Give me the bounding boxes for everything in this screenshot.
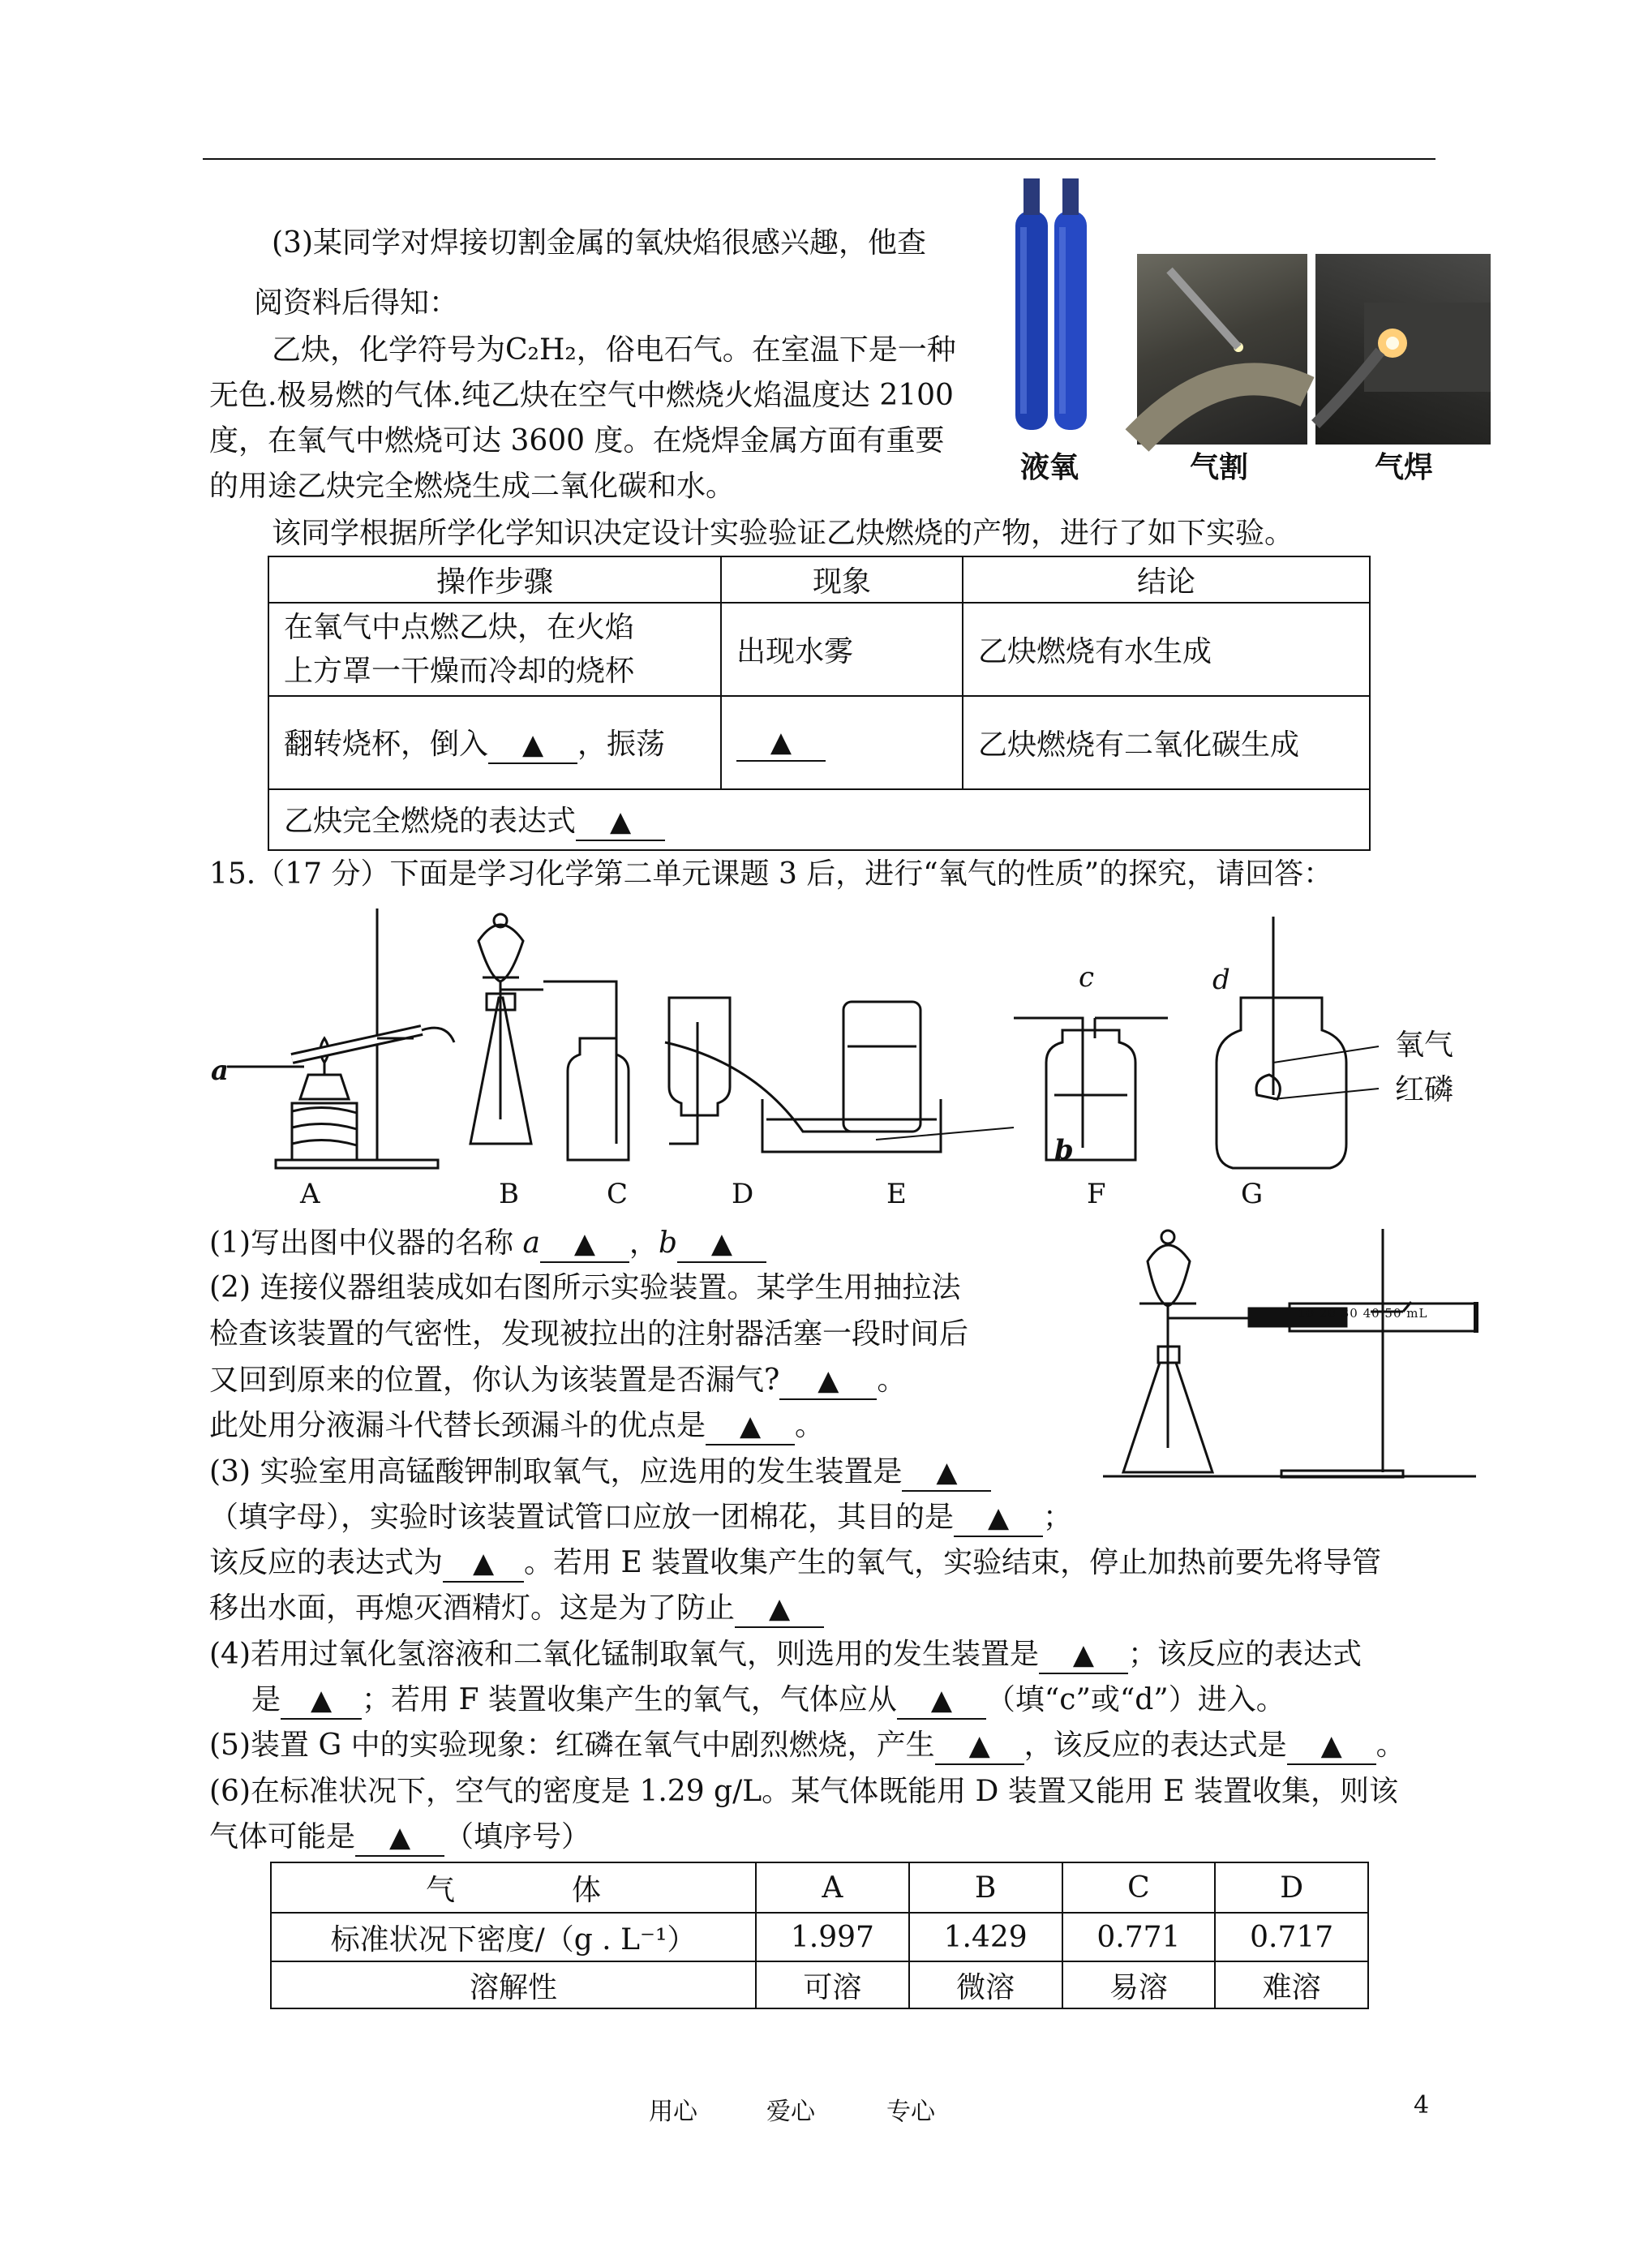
row2-step: 翻转烧杯，倒入 ▲ ，振荡 — [268, 696, 721, 789]
apparatus-b — [470, 914, 543, 1144]
apparatus-f — [1014, 1018, 1168, 1160]
oxygen-cylinders-icon — [1006, 162, 1095, 438]
answer-blank-a[interactable]: ▲ — [540, 1226, 629, 1263]
label-d: d — [1212, 964, 1230, 996]
gas-header-d: D — [1215, 1862, 1368, 1913]
label-a: a — [211, 1055, 230, 1087]
q15-s3-line4: 移出水面，再熄灭酒精灯。这是为了防止 ▲ — [209, 1586, 824, 1631]
answer-blank[interactable]: ▲ — [779, 1363, 877, 1400]
answer-blank[interactable]: ▲ — [735, 1591, 824, 1628]
caption-gas-welding: 气焊 — [1375, 451, 1434, 484]
q15-s2-line2: 检查该装置的气密性，发现被拉出的注射器活塞一段时间后 — [209, 1317, 969, 1351]
liquid-oxygen-photo — [1006, 162, 1095, 438]
q15-s5: (5)装置 G 中的实验现象：红磷在氧气中剧烈燃烧，产生 ▲ ，该反应的表达式是 ▲ 。 — [209, 1723, 1405, 1768]
q15-s3-line2: （填字母），实验时该装置试管口应放一团棉花，其目的是 ▲ ； — [209, 1495, 1072, 1540]
density-d: 0.717 — [1215, 1913, 1368, 1961]
q14-para-line3: 度，在氧气中燃烧可达 3600 度。在烧焊金属方面有重要 — [209, 424, 945, 457]
answer-blank[interactable]: ▲ — [706, 1408, 795, 1445]
answer-blank[interactable]: ▲ — [897, 1682, 986, 1720]
q15-s2-line3: 又回到原来的位置，你认为该装置是否漏气? ▲ 。 — [209, 1358, 906, 1403]
row1-phenomenon: 出现水雾 — [721, 603, 963, 696]
q15-s3-line1: (3) 实验室用高锰酸钾制取氧气，应选用的发生装置是 ▲ — [209, 1450, 991, 1495]
q15-s3-line3: 该反应的表达式为 ▲ 。若用 E 装置收集产生的氧气，实验结束，停止加热前要先将导管 — [209, 1540, 1381, 1586]
apparatus-label-b: B — [499, 1178, 519, 1210]
q14-intro-line2: 阅资料后得知： — [254, 286, 459, 320]
q15-s4-line1: (4)若用过氧化氢溶液和二氧化锰制取氧气，则选用的发生装置是 ▲ ；该反应的表达式 — [209, 1632, 1362, 1677]
q15-s6-line2: 气体可能是 ▲ （填序号） — [209, 1815, 590, 1860]
apparatus-c — [543, 982, 629, 1160]
solubility-a: 可溶 — [756, 1961, 909, 2008]
q15-s2-line4: 此处用分液漏斗代替长颈漏斗的优点是 ▲ 。 — [209, 1403, 824, 1449]
airtightness-diagram — [1103, 1213, 1484, 1488]
apparatus-label-g: G — [1241, 1178, 1264, 1210]
row2-conclusion: 乙炔燃烧有二氧化碳生成 — [963, 696, 1370, 789]
apparatus-label-c: C — [607, 1178, 629, 1210]
apparatus-g — [1217, 917, 1379, 1168]
footer-motto-2: 爱心 — [766, 2098, 815, 2126]
answer-blank[interactable]: ▲ — [1287, 1728, 1376, 1765]
answer-blank[interactable]: ▲ — [443, 1545, 524, 1583]
answer-blank[interactable]: ▲ — [954, 1500, 1043, 1537]
density-label: 标准状况下密度/（g . L⁻¹） — [271, 1913, 756, 1961]
row1-conclusion: 乙炔燃烧有水生成 — [963, 603, 1370, 696]
syringe-scale: 10 20 30 40 50 mL — [1298, 1306, 1428, 1321]
caption-liquid-oxygen: 液氧 — [1020, 451, 1079, 484]
caption-gas-cutting: 气割 — [1190, 451, 1249, 484]
label-phosphorus: 红磷 — [1395, 1073, 1454, 1106]
q15-s1: (1)写出图中仪器的名称 a ▲ ，b ▲ — [209, 1221, 766, 1266]
apparatus-label-e: E — [886, 1178, 907, 1210]
apparatus-d — [669, 998, 730, 1144]
q14-para-line4: 的用途乙炔完全燃烧生成二氧化碳和水。 — [209, 470, 736, 503]
footer-motto-1: 用心 — [649, 2098, 697, 2126]
apparatus-label-f: F — [1087, 1178, 1106, 1210]
apparatus-diagram — [203, 900, 1500, 1176]
apparatus-label-a: A — [300, 1178, 320, 1210]
label-c: c — [1079, 961, 1095, 994]
page-number: 4 — [1414, 2091, 1430, 2120]
q14-para-line2: 无色.极易燃的气体.纯乙炔在空气中燃烧火焰温度达 2100 — [209, 379, 954, 412]
solubility-b: 微溶 — [909, 1961, 1062, 2008]
answer-blank-b[interactable]: ▲ — [677, 1226, 766, 1263]
header-step: 操作步骤 — [268, 556, 721, 603]
answer-blank[interactable]: ▲ — [935, 1728, 1024, 1765]
q14-para-line1: 乙炔，化学符号为C₂H₂，俗电石气。在室温下是一种 — [272, 333, 956, 367]
gas-table — [270, 1862, 1369, 2009]
answer-blank[interactable]: ▲ — [488, 727, 577, 764]
q14-intro-line1: (3)某同学对焊接切割金属的氧炔焰很感兴趣，他查 — [272, 226, 926, 260]
q14-para-line5: 该同学根据所学化学知识决定设计实验验证乙炔燃烧的产物，进行了如下实验。 — [272, 517, 1294, 550]
apparatus-a — [227, 908, 454, 1168]
solubility-c: 易溶 — [1062, 1961, 1216, 2008]
q15-s4-line2: 是 ▲ ；若用 F 装置收集产生的氧气，气体应从 ▲ （填“c”或“d”）进入。 — [251, 1677, 1285, 1723]
row2-phenomenon — [721, 696, 963, 789]
q15-s6-line1: (6)在标准状况下，空气的密度是 1.29 g/L。某气体既能用 D 装置又能用 E 装置收集，则该 — [209, 1775, 1399, 1808]
header-conclusion: 结论 — [963, 556, 1370, 603]
apparatus-e — [665, 1002, 1014, 1152]
answer-blank[interactable]: ▲ — [736, 724, 826, 762]
gas-header-b: B — [909, 1862, 1062, 1913]
solubility-label: 溶解性 — [271, 1961, 756, 2008]
answer-blank[interactable]: ▲ — [1039, 1637, 1128, 1674]
label-oxygen: 氧气 — [1395, 1029, 1454, 1062]
gas-header-a: A — [756, 1862, 909, 1913]
header-phenomenon: 现象 — [721, 556, 963, 603]
gas-cutting-photo — [1137, 254, 1307, 445]
density-c: 0.771 — [1062, 1913, 1216, 1961]
density-b: 1.429 — [909, 1913, 1062, 1961]
q15-s2-line1: (2) 连接仪器组装成如右图所示实验装置。某学生用抽拉法 — [209, 1271, 961, 1304]
answer-blank[interactable]: ▲ — [355, 1819, 444, 1857]
gas-header-c: C — [1062, 1862, 1216, 1913]
answer-blank[interactable]: ▲ — [902, 1454, 991, 1492]
gas-welding-photo — [1315, 254, 1491, 445]
solubility-d: 难溶 — [1215, 1961, 1368, 2008]
label-b: b — [1054, 1134, 1074, 1166]
row3-expression: 乙炔完全燃烧的表达式 ▲ — [268, 789, 1370, 850]
density-a: 1.997 — [756, 1913, 909, 1961]
row1-step: 在氧气中点燃乙炔，在火焰 上方罩一干燥而冷却的烧杯 — [268, 603, 721, 696]
answer-blank[interactable]: ▲ — [576, 804, 665, 841]
q15-title: 15.（17 分）下面是学习化学第二单元课题 3 后，进行“氧气的性质”的探究，请回答： — [209, 857, 1333, 891]
gas-header-label: 气 体 — [271, 1862, 756, 1913]
experiment-table — [268, 556, 1371, 851]
answer-blank[interactable]: ▲ — [281, 1682, 362, 1720]
header-rule — [203, 158, 1435, 160]
apparatus-label-d: D — [732, 1178, 754, 1210]
footer-motto-3: 专心 — [886, 2098, 935, 2126]
